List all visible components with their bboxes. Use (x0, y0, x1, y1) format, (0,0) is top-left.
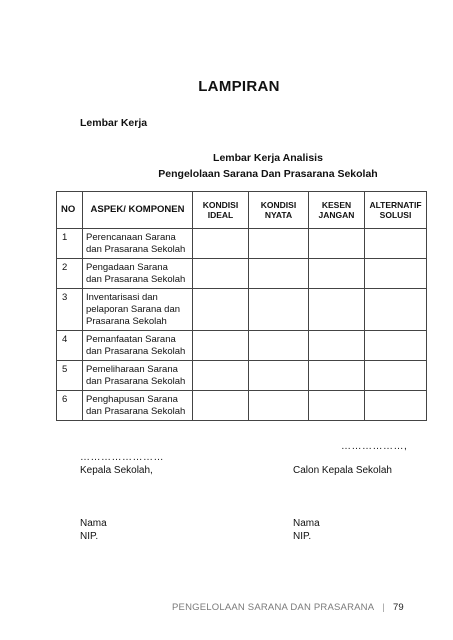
cell-kesenjangan (309, 331, 365, 361)
header-kondisi-nyata-line-1: KONDISI (260, 200, 297, 210)
row-number: 1 (57, 229, 83, 259)
row-aspek (83, 259, 193, 289)
header-kesenjangan (309, 192, 365, 229)
row-aspek-line: dan Prasarana Sekolah (86, 376, 186, 387)
cell-kondisi-nyata (249, 331, 309, 361)
row-aspek-line: pelaporan Sarana dan (86, 304, 181, 315)
cell-alternatif-solusi (365, 229, 427, 259)
table-row (57, 361, 427, 391)
cell-kondisi-ideal (193, 391, 249, 421)
cell-alternatif-solusi (365, 289, 427, 331)
cell-kondisi-ideal (193, 259, 249, 289)
cell-kondisi-nyata (249, 361, 309, 391)
signature-left-dots: …………………… (80, 452, 164, 463)
cell-kondisi-ideal (193, 229, 249, 259)
row-number: 3 (57, 289, 83, 331)
row-aspek-line: Inventarisasi dan (86, 292, 158, 303)
page-footer (172, 602, 404, 613)
document-subtitle: Lembar Kerja (80, 117, 148, 129)
page-number: 79 (392, 602, 404, 613)
row-aspek-line: dan Prasarana Sekolah (86, 244, 186, 255)
row-number: 5 (57, 361, 83, 391)
signature-left-nip: NIP. (80, 531, 99, 542)
cell-alternatif-solusi (365, 259, 427, 289)
cell-kondisi-ideal (193, 289, 249, 331)
row-aspek-line: dan Prasarana Sekolah (86, 346, 186, 357)
table-header-row (57, 192, 427, 229)
header-kondisi-nyata-line-2: NYATA (264, 210, 293, 220)
table-row (57, 229, 427, 259)
row-aspek-line: Prasarana Sekolah (86, 316, 167, 327)
table-row (57, 391, 427, 421)
signature-right-nip: NIP. (293, 531, 312, 542)
table-row (57, 259, 427, 289)
signature-place-date: ………………, (341, 441, 408, 452)
cell-kondisi-ideal (193, 331, 249, 361)
footer-text: PENGELOLAAN SARANA DAN PRASARANA (172, 602, 375, 613)
row-number: 2 (57, 259, 83, 289)
worksheet-table (56, 191, 427, 421)
cell-kesenjangan (309, 289, 365, 331)
header-kondisi-ideal (193, 192, 249, 229)
row-aspek-line: Pengadaan Sarana (86, 262, 168, 273)
row-aspek (83, 331, 193, 361)
signature-left-role: Kepala Sekolah, (80, 465, 153, 476)
row-aspek (83, 289, 193, 331)
row-aspek-line: Penghapusan Sarana (86, 394, 178, 405)
signature-right-role: Calon Kepala Sekolah (293, 465, 392, 476)
cell-kesenjangan (309, 259, 365, 289)
signature-right-name: Nama (293, 518, 320, 529)
header-alternatif-line-1: ALTERNATIF (369, 200, 422, 210)
cell-kondisi-nyata (249, 289, 309, 331)
cell-kesenjangan (309, 361, 365, 391)
table-row (57, 331, 427, 361)
cell-kondisi-nyata (249, 391, 309, 421)
header-alternatif-solusi (365, 192, 427, 229)
row-number: 4 (57, 331, 83, 361)
cell-alternatif-solusi (365, 361, 427, 391)
row-aspek (83, 229, 193, 259)
header-no: NO (57, 192, 83, 229)
row-aspek-line: Pemanfaatan Sarana (86, 334, 176, 345)
table-heading (0, 150, 453, 182)
row-aspek-line: Pemeliharaan Sarana (86, 364, 178, 375)
row-aspek-line: dan Prasarana Sekolah (86, 274, 186, 285)
cell-alternatif-solusi (365, 331, 427, 361)
row-aspek (83, 391, 193, 421)
header-aspek: ASPEK/ KOMPONEN (83, 192, 193, 229)
cell-kondisi-ideal (193, 361, 249, 391)
row-aspek-line: dan Prasarana Sekolah (86, 406, 186, 417)
signature-right-block (293, 517, 320, 543)
cell-kesenjangan (309, 391, 365, 421)
row-aspek (83, 361, 193, 391)
header-kondisi-ideal-line-2: IDEAL (207, 210, 234, 220)
table-heading-line-2: Pengelolaan Sarana Dan Prasarana Sekolah (158, 168, 378, 180)
header-alternatif-line-2: SOLUSI (379, 210, 412, 220)
cell-alternatif-solusi (365, 391, 427, 421)
document-title: LAMPIRAN (198, 78, 280, 95)
footer-separator: | (382, 602, 385, 613)
row-number: 6 (57, 391, 83, 421)
row-aspek-line: Perencanaan Sarana (86, 232, 176, 243)
table-row (57, 289, 427, 331)
table-heading-line-1: Lembar Kerja Analisis (213, 152, 323, 164)
cell-kondisi-nyata (249, 229, 309, 259)
cell-kondisi-nyata (249, 259, 309, 289)
cell-kesenjangan (309, 229, 365, 259)
header-kondisi-nyata (249, 192, 309, 229)
header-kondisi-ideal-line-1: KONDISI (202, 200, 239, 210)
header-kesenjangan-line-2: JANGAN (318, 210, 355, 220)
signature-left-block (80, 517, 107, 543)
header-kesenjangan-line-1: KESEN (321, 200, 352, 210)
signature-left-name: Nama (80, 518, 107, 529)
